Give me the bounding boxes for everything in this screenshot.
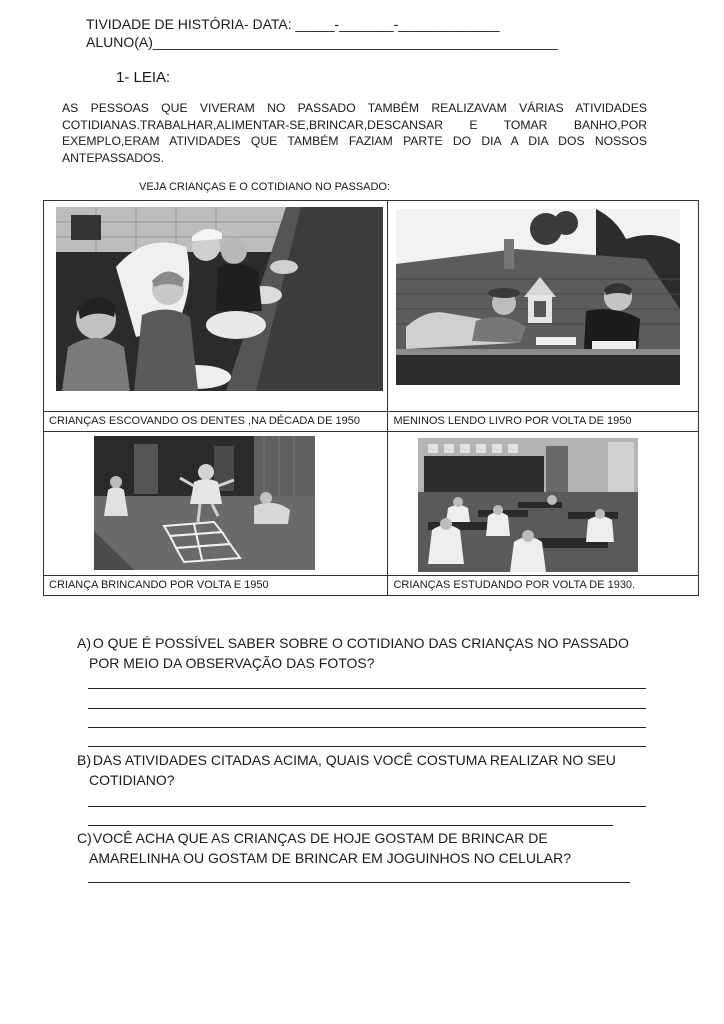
photo-cell-brushing	[44, 201, 388, 412]
answer-line-c1[interactable]	[88, 882, 630, 883]
section-title: 1- LEIA:	[116, 69, 171, 86]
answer-line-b1[interactable]	[88, 806, 646, 807]
question-b-label: B)	[77, 752, 91, 768]
photo-children-brushing-teeth	[56, 207, 383, 391]
caption-cell-reading	[388, 412, 699, 432]
header-student-line: ALUNO(A)____________________________________________________	[86, 34, 558, 50]
photo-cell-studying	[388, 432, 699, 576]
photo-cell-reading	[388, 201, 699, 412]
intro-paragraph: AS PESSOAS QUE VIVERAM NO PASSADO TAMBÉM REALIZAVAM VÁRIAS ATIVIDADES COTIDIANAS.TRABALHAR,ALIMENTAR-SE,BRINCAR,DESCANSAR E TOMAR BANHO,POR EXEMPLO,ERAM ATIVIDADES QUE TAMBÉM FAZIAM PARTE DO DIA A DIA DOS NOSSOS ANTEPASSADOS.	[62, 101, 647, 165]
caption-cell-playing	[44, 576, 388, 596]
question-b-line1: DAS ATIVIDADES CITADAS ACIMA, QUAIS VOCÊ COSTUMA REALIZAR NO SEU	[92, 752, 616, 768]
question-a-line2: POR MEIO DA OBSERVAÇÃO DAS FOTOS?	[89, 655, 375, 671]
photos-subtitle: VEJA CRIANÇAS E O COTIDIANO NO PASSADO:	[139, 181, 391, 193]
question-a	[77, 633, 649, 673]
caption-reading: MENINOS LENDO LIVRO POR VOLTA DE 1950	[393, 415, 632, 427]
question-c-line2: AMARELINHA OU GOSTAM DE BRINCAR EM JOGUINHOS NO CELULAR?	[89, 850, 572, 866]
photo-child-playing-hopscotch	[94, 436, 315, 570]
photo-boys-reading-book	[396, 209, 680, 385]
answer-line-a4[interactable]	[88, 746, 646, 747]
header-date-line: TIVIDADE DE HISTÓRIA- DATA: _____-_______-_____________	[86, 16, 500, 32]
caption-cell-brushing	[44, 412, 388, 432]
photo-children-studying-classroom	[418, 438, 638, 572]
answer-line-a1[interactable]	[88, 688, 646, 689]
question-c	[77, 828, 649, 868]
question-b-line2: COTIDIANO?	[89, 772, 175, 788]
answer-line-a2[interactable]	[88, 708, 646, 709]
photo-table	[43, 200, 699, 596]
question-a-line1: O QUE É POSSÍVEL SABER SOBRE O COTIDIANO DAS CRIANÇAS NO PASSADO	[92, 635, 629, 651]
question-b	[77, 750, 649, 790]
question-a-label: A)	[77, 635, 91, 651]
caption-studying: CRIANÇAS ESTUDANDO POR VOLTA DE 1930.	[393, 579, 636, 591]
question-c-label: C)	[77, 830, 92, 846]
question-c-line1: VOCÊ ACHA QUE AS CRIANÇAS DE HOJE GOSTAM DE BRINCAR DE	[92, 830, 548, 846]
photo-cell-playing	[44, 432, 388, 576]
answer-line-b2[interactable]	[88, 825, 613, 826]
caption-brushing: CRIANÇAS ESCOVANDO OS DENTES ,NA DÉCADA DE 1950	[49, 415, 360, 427]
caption-playing: CRIANÇA BRINCANDO POR VOLTA E 1950	[49, 579, 269, 591]
caption-cell-studying	[388, 576, 699, 596]
answer-line-a3[interactable]	[88, 727, 646, 728]
